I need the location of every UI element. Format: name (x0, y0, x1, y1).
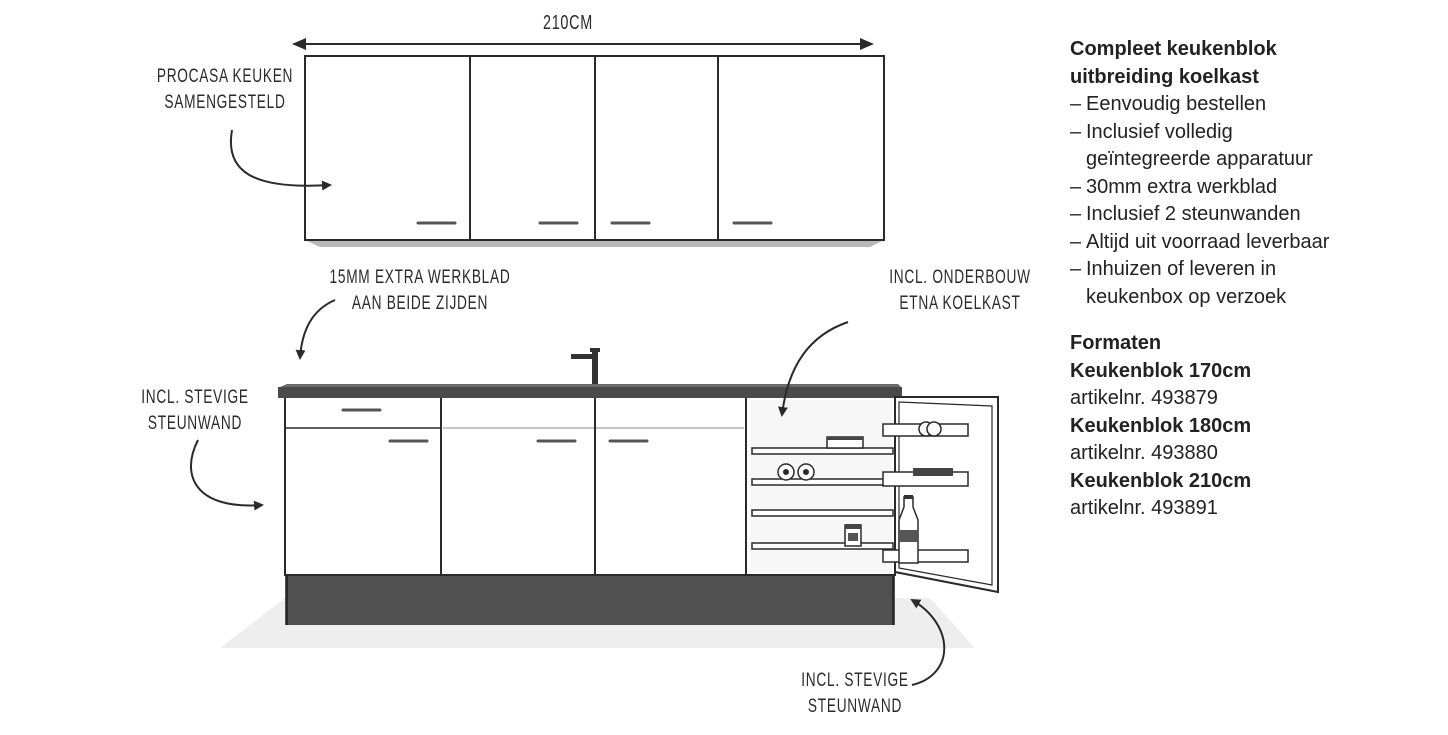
procasa-label (135, 64, 315, 116)
feature-item (1070, 256, 1440, 311)
onderbouw-label-line: ETNA KOELKAST (899, 293, 1021, 314)
steunwand-bottom-label-line: STEUNWAND (807, 696, 903, 717)
feature-item (1070, 201, 1440, 229)
dash: – (1070, 203, 1082, 225)
feature-item (1070, 91, 1440, 119)
product-info (1070, 36, 1440, 523)
width-dimension-arrow (292, 38, 874, 50)
feature-item (1070, 174, 1440, 202)
product-title-line: Compleet keukenblok (1070, 38, 1277, 60)
dash: – (1070, 258, 1082, 280)
feature-item (1070, 119, 1440, 174)
format-name: Keukenblok 180cm (1070, 414, 1252, 437)
werkblad-label-line: AAN BEIDE ZIJDEN (351, 293, 489, 314)
format-article: artikelnr. 493879 (1070, 387, 1218, 409)
werkblad-label-line: 15MM EXTRA WERKBLAD (329, 267, 511, 288)
format-article: artikelnr. 493891 (1070, 497, 1218, 519)
steunwand-left-label-line: INCL. STEVIGE (141, 387, 249, 408)
onderbouw-label (859, 265, 1061, 317)
formats-section (1070, 330, 1440, 523)
countertop (278, 384, 902, 398)
steunwand-bottom-label (765, 668, 945, 720)
feature-text: 30mm extra werkblad (1086, 175, 1278, 198)
formats-heading: Formaten (1070, 332, 1162, 354)
arrow-steunwand-left (191, 440, 262, 505)
faucet (571, 348, 600, 384)
feature-text: Altijd uit voorraad leverbaar (1086, 230, 1330, 253)
dash: – (1070, 230, 1082, 253)
feature-text: Inclusief volledig (1086, 120, 1233, 143)
dash: – (1070, 175, 1082, 198)
onderbouw-label-line: INCL. ONDERBOUW (889, 267, 1031, 288)
feature-text: Eenvoudig bestellen (1086, 93, 1267, 115)
feature-text: geïntegreerde apparatuur (1086, 148, 1313, 170)
feature-text: keukenbox op verzoek (1086, 285, 1287, 308)
fridge (750, 397, 998, 592)
werkblad-label (312, 265, 528, 317)
format-name: Keukenblok 170cm (1070, 359, 1252, 382)
width-label: 210CM (542, 12, 594, 34)
format-name: Keukenblok 210cm (1070, 469, 1252, 492)
feature-text: Inhuizen of leveren in (1086, 258, 1277, 280)
feature-item (1070, 229, 1440, 257)
steunwand-bottom-label-line: INCL. STEVIGE (801, 670, 909, 691)
feature-text: Inclusief 2 steunwanden (1086, 203, 1301, 225)
format-article: artikelnr. 493880 (1070, 442, 1218, 464)
procasa-label-line: SAMENGESTELD (164, 92, 286, 113)
procasa-label-line: PROCASA KEUKEN (156, 66, 294, 87)
product-title-line: uitbreiding koelkast (1070, 65, 1259, 88)
dash: – (1070, 93, 1082, 115)
steunwand-left-label-line: STEUNWAND (147, 413, 243, 434)
steunwand-left-label (112, 385, 278, 437)
feature-list (1070, 91, 1440, 311)
wall-cabinets (305, 56, 884, 247)
dash: – (1070, 120, 1082, 143)
